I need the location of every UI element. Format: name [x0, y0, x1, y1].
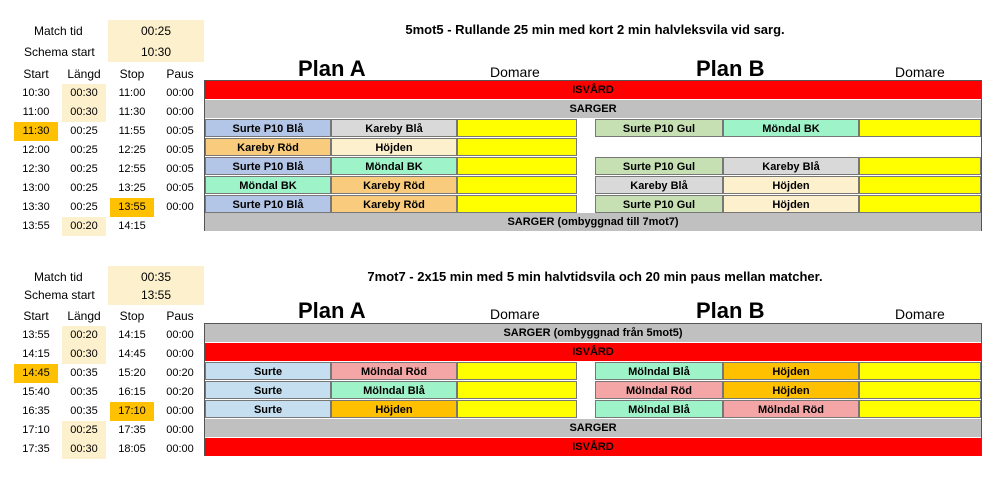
plan-b-heading: Plan B — [696, 56, 765, 81]
pause-cell: 00:00 — [166, 87, 194, 99]
game-team-cell: Kareby Blå — [595, 176, 723, 194]
game-team-cell: Mölndal Röd — [331, 362, 457, 380]
start-time-cell: 14:15 — [22, 348, 50, 360]
referee-cell — [859, 381, 981, 399]
plan-a-heading: Plan A — [298, 56, 366, 81]
referee-cell — [859, 362, 981, 380]
game-team-cell: Möndal BK — [331, 157, 457, 175]
start-time-cell: 12:30 — [22, 163, 50, 175]
game-team-cell: Kareby Röd — [331, 176, 457, 194]
stop-time-cell: 11:30 — [118, 106, 146, 118]
stop-time-cell: 18:05 — [118, 443, 146, 455]
game-team-cell: Möndal BK — [205, 176, 331, 194]
header-start: Start — [23, 67, 49, 81]
match-time-value: 00:35 — [108, 266, 204, 288]
length-cell: 00:20 — [62, 326, 106, 345]
game-team-cell: Surte P10 Gul — [595, 195, 723, 213]
header-length: Längd — [67, 67, 101, 81]
stop-time-cell: 11:55 — [118, 125, 146, 137]
game-team-cell: Höjden — [331, 400, 457, 418]
pause-cell: 00:05 — [166, 144, 194, 156]
game-team-cell: Mölndal Blå — [595, 400, 723, 418]
domare-label-b: Domare — [895, 64, 945, 80]
length-cell: 00:25 — [70, 163, 98, 175]
start-time-cell: 11:30 — [14, 122, 58, 141]
length-cell: 00:25 — [70, 144, 98, 156]
game-team-cell: Höjden — [723, 176, 859, 194]
start-time-cell: 11:00 — [22, 106, 50, 118]
schedule-grid — [204, 323, 982, 456]
referee-cell — [859, 157, 981, 175]
stop-time-cell: 16:15 — [118, 386, 146, 398]
start-time-cell: 13:55 — [22, 220, 50, 232]
stop-time-cell: 17:10 — [110, 402, 154, 421]
length-cell: 00:20 — [62, 217, 106, 236]
header-pause: Paus — [166, 309, 194, 323]
pause-cell: 00:20 — [166, 367, 194, 379]
stop-time-cell: 12:25 — [118, 144, 146, 156]
stop-time-cell: 14:15 — [118, 329, 146, 341]
pause-cell: 00:00 — [166, 329, 194, 341]
length-cell: 00:30 — [62, 440, 106, 459]
game-team-cell: Mölndal Röd — [595, 381, 723, 399]
header-length: Längd — [67, 309, 101, 323]
stop-time-cell: 14:15 — [118, 220, 146, 232]
length-cell: 00:25 — [62, 421, 106, 440]
pause-cell: 00:05 — [166, 125, 194, 137]
start-time-cell: 17:10 — [22, 424, 50, 436]
pause-cell: 00:05 — [166, 182, 194, 194]
match-time-value: 00:25 — [108, 20, 204, 42]
stop-time-cell: 13:55 — [110, 198, 154, 217]
game-team-cell: Surte P10 Blå — [205, 195, 331, 213]
stop-time-cell: 13:25 — [118, 182, 146, 194]
domare-label-b: Domare — [895, 306, 945, 322]
game-team-cell: Surte P10 Gul — [595, 119, 723, 137]
stop-time-cell: 12:55 — [118, 163, 146, 175]
start-time-cell: 13:00 — [22, 182, 50, 194]
plan-b-heading: Plan B — [696, 298, 765, 323]
start-time-cell: 13:55 — [22, 329, 50, 341]
schedule-start-label: Schema start — [24, 288, 95, 302]
length-cell: 00:35 — [70, 386, 98, 398]
length-cell: 00:25 — [70, 125, 98, 137]
schedule-start-label: Schema start — [24, 45, 95, 59]
pause-cell: 00:00 — [166, 443, 194, 455]
plan-a-heading: Plan A — [298, 298, 366, 323]
game-team-cell: Surte — [205, 362, 331, 380]
start-time-cell: 17:35 — [22, 443, 50, 455]
start-time-cell: 10:30 — [22, 87, 50, 99]
game-team-cell: Kareby Blå — [723, 157, 859, 175]
game-team-cell: Höjden — [723, 195, 859, 213]
game-team-cell: Höjden — [331, 138, 457, 156]
schedule-grid — [204, 80, 982, 231]
referee-cell — [859, 119, 981, 137]
domare-label-a: Domare — [490, 306, 540, 322]
pause-cell: 00:00 — [166, 106, 194, 118]
section-title: 5mot5 - Rullande 25 min med kort 2 min halvleksvila vid sarg. — [405, 22, 785, 37]
referee-cell — [457, 362, 577, 380]
stop-time-cell: 14:45 — [118, 348, 146, 360]
stop-time-cell: 15:20 — [118, 367, 146, 379]
isvard-bar: ISVÅRD — [205, 343, 981, 361]
header-start: Start — [23, 309, 49, 323]
section-title: 7mot7 - 2x15 min med 5 min halvtidsvila och 20 min paus mellan matcher. — [367, 269, 823, 284]
length-cell: 00:35 — [70, 367, 98, 379]
game-team-cell: Kareby Röd — [205, 138, 331, 156]
length-cell: 00:25 — [70, 182, 98, 194]
referee-cell — [859, 195, 981, 213]
game-team-cell: Surte P10 Blå — [205, 157, 331, 175]
match-time-label: Match tid — [34, 270, 83, 284]
referee-cell — [457, 381, 577, 399]
pause-cell — [158, 217, 202, 236]
start-time-cell: 14:45 — [14, 364, 58, 383]
stop-time-cell: 17:35 — [118, 424, 146, 436]
referee-cell — [859, 176, 981, 194]
length-cell: 00:30 — [62, 345, 106, 364]
schedule-start-value: 13:55 — [108, 285, 204, 305]
length-cell: 00:30 — [62, 103, 106, 122]
game-team-cell: Surte — [205, 381, 331, 399]
start-time-cell: 15:40 — [22, 386, 50, 398]
referee-cell — [457, 138, 577, 156]
game-team-cell: Höjden — [723, 362, 859, 380]
referee-cell — [859, 400, 981, 418]
referee-cell — [457, 400, 577, 418]
isvard-end-bar: ISVÅRD — [205, 438, 981, 456]
pause-cell: 00:05 — [166, 163, 194, 175]
referee-cell — [457, 176, 577, 194]
game-team-cell: Höjden — [723, 381, 859, 399]
start-time-cell: 16:35 — [22, 405, 50, 417]
isvard-bar: ISVÅRD — [205, 81, 981, 99]
pause-cell: 00:00 — [166, 201, 194, 213]
header-stop: Stop — [119, 67, 145, 81]
game-team-cell: Mölndal Blå — [595, 362, 723, 380]
length-cell: 00:25 — [70, 201, 98, 213]
pause-cell: 00:00 — [166, 348, 194, 360]
sarger-rebuild-bar: SARGER (ombyggnad från 5mot5) — [205, 324, 981, 342]
length-cell: 00:35 — [70, 405, 98, 417]
header-stop: Stop — [119, 309, 145, 323]
game-team-cell: Kareby Blå — [331, 119, 457, 137]
stop-time-cell: 11:00 — [118, 87, 146, 99]
sarger-bar: SARGER — [205, 100, 981, 118]
pause-cell: 00:00 — [166, 424, 194, 436]
start-time-cell: 12:00 — [22, 144, 50, 156]
schedule-start-value: 10:30 — [108, 42, 204, 62]
game-team-cell: Kareby Röd — [331, 195, 457, 213]
start-time-cell: 13:30 — [22, 201, 50, 213]
game-team-cell: Surte P10 Gul — [595, 157, 723, 175]
referee-cell — [457, 157, 577, 175]
game-team-cell: Surte P10 Blå — [205, 119, 331, 137]
domare-label-a: Domare — [490, 64, 540, 80]
sarger-rebuild-bar: SARGER (ombyggnad till 7mot7) — [205, 213, 981, 231]
referee-cell — [457, 195, 577, 213]
game-team-cell: Mölndal Blå — [331, 381, 457, 399]
game-team-cell: Möndal BK — [723, 119, 859, 137]
header-pause: Paus — [166, 67, 194, 81]
referee-cell — [457, 119, 577, 137]
pause-cell: 00:00 — [166, 405, 194, 417]
length-cell: 00:30 — [62, 84, 106, 103]
game-team-cell: Mölndal Röd — [723, 400, 859, 418]
pause-cell: 00:20 — [166, 386, 194, 398]
game-team-cell: Surte — [205, 400, 331, 418]
match-time-label: Match tid — [34, 24, 83, 38]
sarger-bar: SARGER — [205, 419, 981, 437]
